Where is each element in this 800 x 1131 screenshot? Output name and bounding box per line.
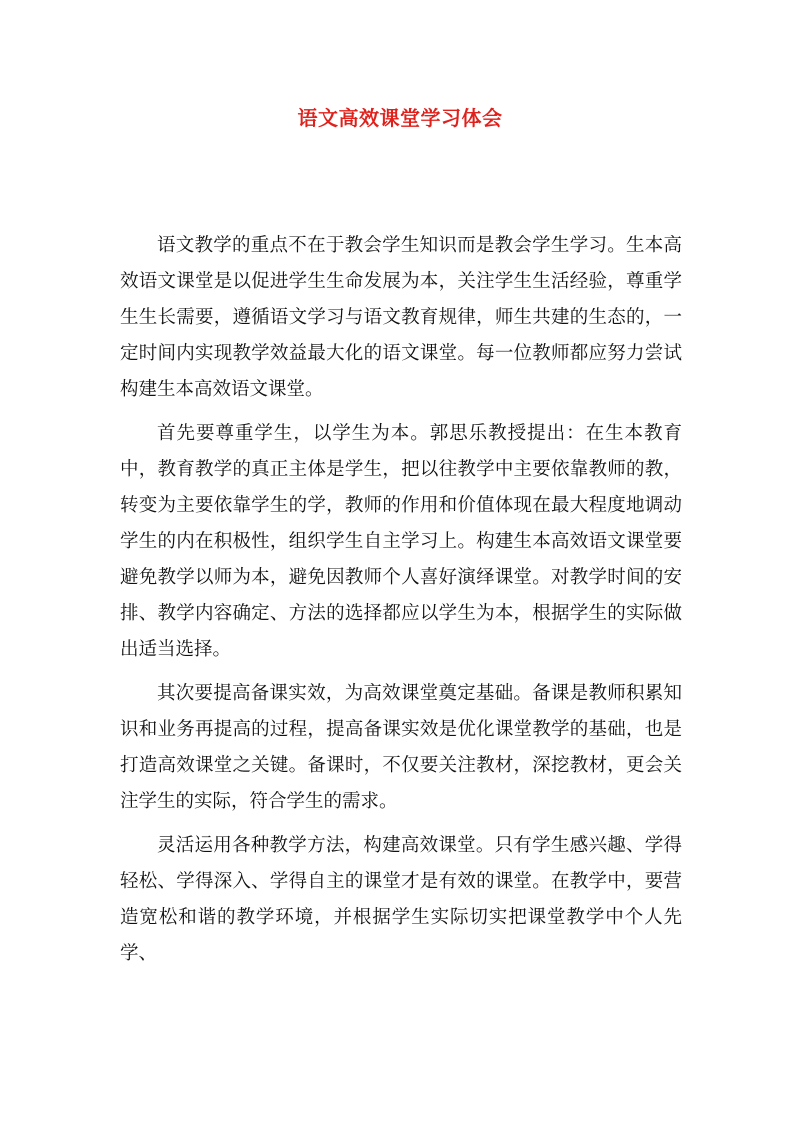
paragraph: 语文教学的重点不在于教会学生知识而是教会学生学习。生本高效语文课堂是以促进学生生命发展为本，关注学生生活经验，尊重学生生长需要，遵循语文学习与语文教育规律，师生共建的生态的，一定时间内实现教学效益最大化的语文课堂。每一位教师都应努力尝试构建生本高效语文课堂。: [120, 235, 682, 400]
paragraph: 其次要提高备课实效，为高效课堂奠定基础。备课是教师积累知识和业务再提高的过程，提高备课实效是优化课堂教学的基础，也是打造高效课堂之关键。备课时，不仅要关注教材，深挖教材，更会关注学生的实际，符合学生的需求。: [120, 683, 682, 812]
paragraph: 首先要尊重学生，以学生为本。郭思乐教授提出：在生本教育中，教育教学的真正主体是学生，把以往教学中主要依靠教师的教，转变为主要依靠学生的学，教师的作用和价值体现在最大程度地调动学生的内在积极性，组织学生自主学习上。构建生本高效语文课堂要避免教学以师为本，避免因教师个人喜好演绎课堂。对教学时间的安排、教学内容确定、方法的选择都应以学生为本，根据学生的实际做出适当选择。: [120, 423, 682, 660]
document-title: 语文高效课堂学习体会: [297, 106, 503, 130]
document-body: [120, 228, 682, 980]
paragraph: 灵活运用各种教学方法，构建高效课堂。只有学生感兴趣、学得轻松、学得深入、学得自主的课堂才是有效的课堂。在教学中，要营造宽松和谐的教学环境，并根据学生实际切实把课堂教学中个人先学、: [120, 835, 682, 964]
